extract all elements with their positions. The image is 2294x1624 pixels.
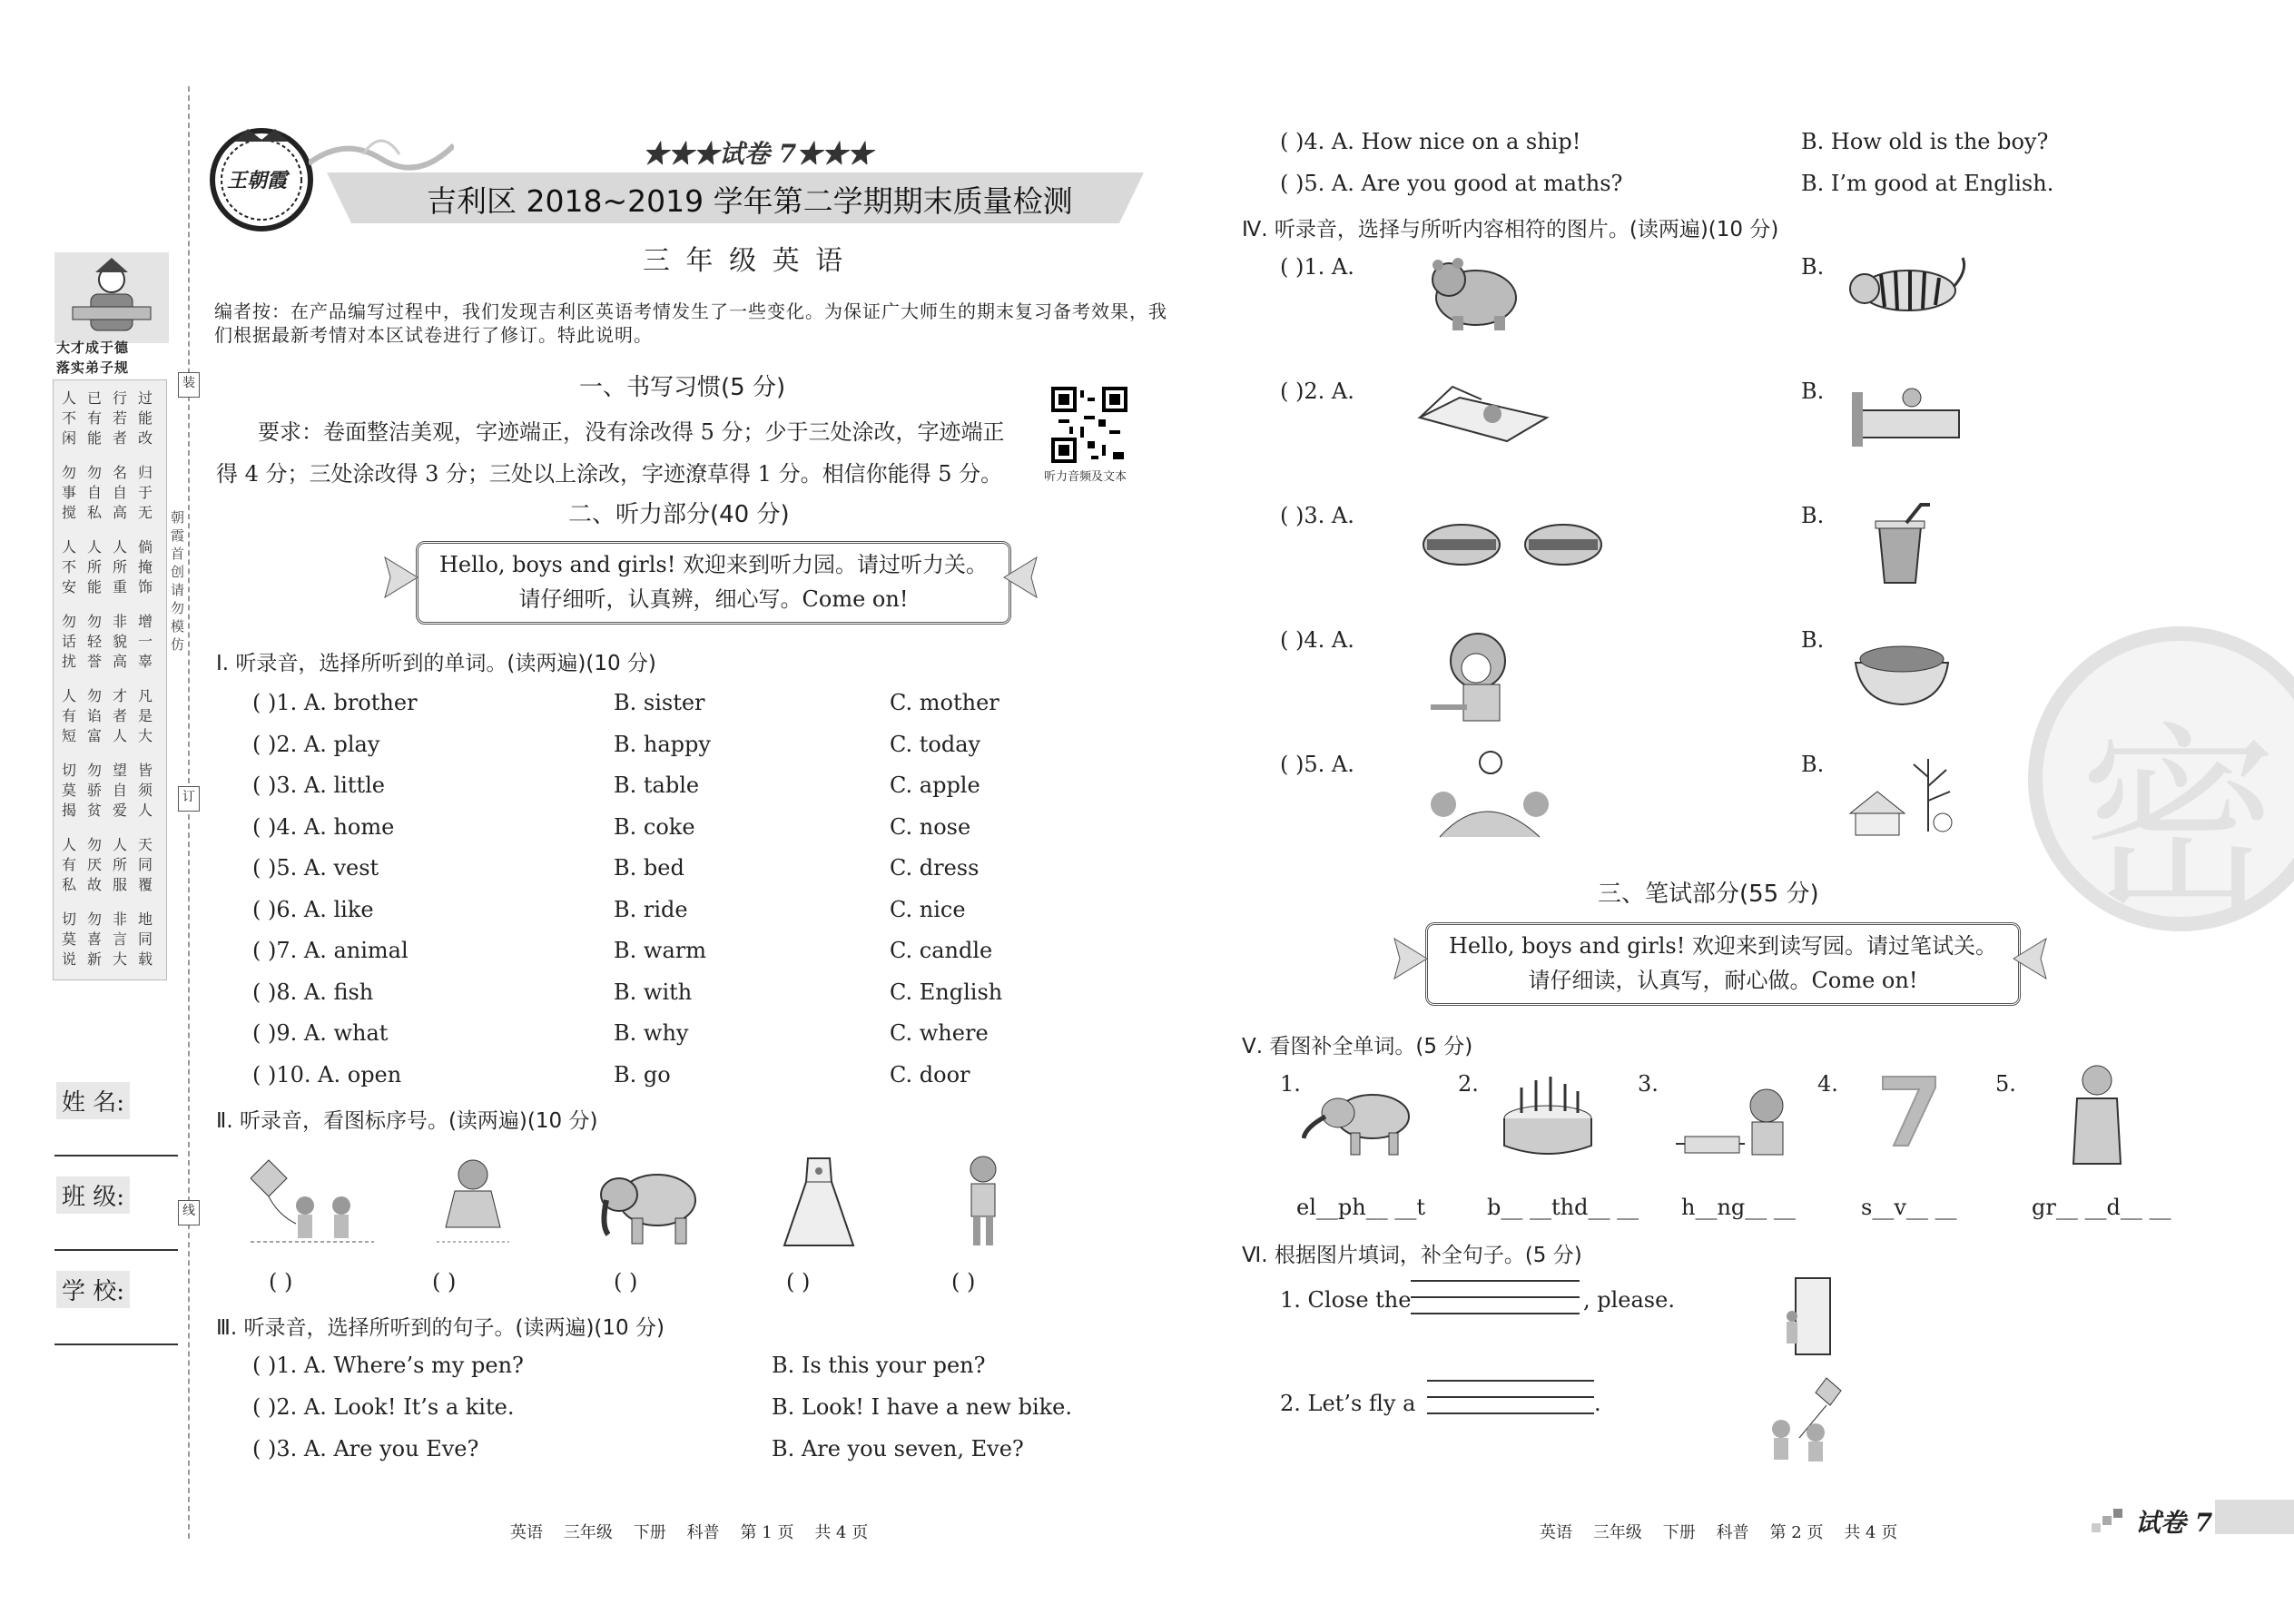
class-label: 班 级:: [56, 1176, 130, 1214]
picture-dress: [783, 1155, 855, 1251]
bow-left-icon-2: [1391, 931, 1431, 986]
binding-line: [188, 86, 190, 1539]
watermark-text: 密: [2079, 705, 2279, 938]
motto-column: 望自爱: [112, 762, 127, 819]
part1-item-9-a: ( )9. A. what: [252, 1020, 389, 1046]
picture-girl-waving: [951, 1151, 1015, 1251]
section1-title: 一、书写习惯(5 分): [579, 374, 786, 401]
part1-item-5-c: C. dress: [890, 855, 980, 881]
part4-title: Ⅳ. 听录音，选择与所听内容相符的图片。(读两遍)(10 分): [1242, 218, 1779, 241]
motto-column: 过能改: [137, 389, 153, 447]
picture-kite-flying: [1763, 1374, 1859, 1465]
motto-column: 行若者: [112, 389, 127, 447]
bow-right-icon-2: [2010, 931, 2050, 986]
part6-s2-pre: 2. Let’s fly a: [1280, 1391, 1416, 1416]
motto-bottom: 落实弟子规: [56, 359, 130, 376]
part1-item-3-c: C. apple: [890, 773, 980, 798]
part1-item-5-b: B. bed: [614, 855, 684, 881]
name-label: 姓 名:: [56, 1082, 130, 1119]
part1-item-6-a: ( )6. A. like: [252, 896, 374, 922]
subject-title: 三 年 级 英 语: [643, 245, 847, 277]
binding-mark-1: 装: [178, 372, 200, 398]
part4-item-3-b: B.: [1801, 503, 1825, 528]
motto-column: 归于无: [137, 464, 153, 521]
motto-column: 切莫揭: [61, 762, 76, 819]
picture-noodle-bowl: [1852, 639, 1952, 708]
motto-column: 非言大: [112, 910, 127, 968]
part5-title: Ⅴ. 看图补全单词。(5 分): [1242, 1035, 1473, 1058]
part1-title: Ⅰ. 听录音，选择所听到的单词。(读两遍)(10 分): [216, 652, 656, 675]
bow-right-icon: [1000, 550, 1040, 605]
picture-elephant-small: [1302, 1082, 1420, 1160]
vertical-copyright: 朝霞首创 请勿模仿: [171, 509, 185, 653]
badge-decoration: [2092, 1507, 2128, 1534]
part4-item-2-a: ( )2. A.: [1280, 379, 1354, 404]
school-label: 学 校:: [56, 1271, 130, 1308]
picture-number-seven: [1877, 1071, 1941, 1149]
part1-item-3-b: B. table: [614, 773, 700, 798]
section1-text2: 得 4 分；三处涂改得 3 分；三处以上涂改，字迹潦草得 1 分。相信你能得 5 分。: [216, 461, 1003, 487]
part1-item-3-a: ( )3. A. little: [252, 773, 385, 798]
part3-item-4-b: B. How old is the boy?: [1801, 129, 2049, 154]
logo: [207, 125, 316, 234]
part6-s2-line-1[interactable]: [1427, 1380, 1594, 1382]
part6-s2-line-3[interactable]: [1427, 1412, 1594, 1414]
part6-s1-line-1[interactable]: [1411, 1280, 1580, 1282]
part3-item-2-b: B. Look! I have a new bike.: [772, 1394, 1072, 1420]
paper-series: ★★★试卷 7★★★: [643, 139, 873, 169]
part2-blank-5[interactable]: ( ): [951, 1269, 976, 1294]
part1-item-7-b: B. warm: [614, 938, 706, 963]
motto-column: 人有私: [61, 836, 76, 893]
motto-column: 非貌高: [112, 613, 127, 670]
writing-banner: [1425, 922, 2021, 1006]
part5-word-2[interactable]: b__ __thd__ __: [1487, 1195, 1639, 1220]
part5-num-2: 2.: [1458, 1071, 1479, 1097]
motto-column: 凡是大: [137, 687, 153, 744]
part5-word-1[interactable]: el__ph__ __t: [1296, 1195, 1425, 1220]
school-field[interactable]: [54, 1343, 178, 1345]
part4-item-5-b: B.: [1801, 752, 1825, 777]
editor-note: 编者按：在产品编写过程中，我们发现吉利区英语考情发生了一些变化。为保证广大师生的期末复习备考效果，我们根据最新考情对本区试卷进行了修订。特此说明。: [214, 300, 1167, 346]
part4-item-4-b: B.: [1801, 627, 1825, 653]
motto-column: 人所重: [112, 538, 127, 595]
part1-item-1-b: B. sister: [614, 690, 705, 715]
watermark-seal: [2026, 625, 2294, 938]
motto-column: 地同载: [137, 910, 153, 968]
bow-left-icon: [381, 550, 421, 605]
part2-blank-2[interactable]: ( ): [432, 1269, 457, 1294]
part4-item-5-a: ( )5. A.: [1280, 752, 1354, 777]
part1-item-10-a: ( )10. A. open: [252, 1061, 402, 1088]
motto-top: 大才成于德: [56, 340, 130, 356]
part6-s2-post: .: [1594, 1391, 1601, 1416]
part1-item-9-c: C. where: [890, 1020, 989, 1046]
part3-item-4-a: ( )4. A. How nice on a ship!: [1280, 129, 1581, 154]
picture-snow-house: [1841, 750, 1964, 841]
picture-drink-cup: [1866, 503, 1935, 585]
motto-column: 才者人: [112, 687, 127, 744]
motto-column: 勿厌故: [86, 836, 102, 893]
picture-grandmother: [2066, 1062, 2128, 1169]
part1-item-4-c: C. nose: [890, 813, 971, 840]
part1-item-2-c: C. today: [890, 731, 981, 757]
part1-item-2-b: B. happy: [614, 731, 711, 757]
motto-column: 人所服: [112, 836, 127, 893]
part6-s1-post: , please.: [1583, 1287, 1675, 1313]
part1-item-6-b: B. ride: [614, 896, 688, 922]
motto-column: 人有短: [61, 687, 76, 744]
exam-title: 吉利区 2018~2019 学年第二学期期末质量检测: [427, 183, 1073, 219]
motto-column: 天同覆: [137, 836, 153, 893]
part6-s2-line-2[interactable]: [1427, 1396, 1594, 1398]
part1-item-8-c: C. English: [890, 979, 1003, 1005]
motto-column: 勿喜新: [86, 910, 102, 968]
motto-column: 名自高: [112, 464, 127, 521]
section3-title: 三、笔试部分(55 分): [1598, 881, 1819, 908]
part1-item-6-c: C. nice: [890, 896, 966, 922]
part3-item-2-a: ( )2. A. Look! It’s a kite.: [252, 1394, 515, 1420]
logo-text: 王朝霞: [227, 169, 288, 192]
picture-door: [1783, 1275, 1834, 1356]
part3-item-3-a: ( )3. A. Are you Eve?: [252, 1436, 479, 1462]
part4-item-2-b: B.: [1801, 379, 1825, 404]
motto-column: 人所能: [86, 538, 102, 595]
class-field[interactable]: [54, 1249, 178, 1251]
picture-tiger: [1845, 252, 1968, 321]
listening-banner-line2: 请仔细听，认真辨，细心写。Come on!: [518, 586, 909, 612]
picture-park-path: [1431, 750, 1549, 841]
part4-item-1-a: ( )1. A.: [1280, 254, 1354, 280]
part1-item-2-a: ( )2. A. play: [252, 731, 380, 757]
motto-column: 人不安: [61, 538, 76, 595]
motto-column: 皆须人: [137, 762, 153, 819]
picture-elephant: [596, 1162, 704, 1249]
qr-caption: 听力音频及文本: [1044, 470, 1127, 484]
footer-page2: 英语 三年级 下册 科普 第 2 页 共 4 页: [1540, 1523, 1898, 1542]
part1-item-1-c: C. mother: [890, 690, 999, 715]
part1-item-7-a: ( )7. A. animal: [252, 938, 409, 963]
motto-column: 切莫说: [61, 910, 76, 968]
section1-text1: 要求：卷面整洁美观，字迹端正，没有涂改得 5 分；少于三处涂改，字迹端正: [258, 419, 1005, 445]
part4-item-3-a: ( )3. A.: [1280, 503, 1354, 528]
writing-banner-line1: Hello, boys and girls! 欢迎来到读写园。请过笔试关。: [1448, 933, 1998, 959]
picture-girl-eating: [1427, 628, 1525, 726]
part4-item-4-a: ( )4. A.: [1280, 627, 1354, 653]
picture-birthday-cake: [1498, 1068, 1598, 1162]
part1-item-8-a: ( )8. A. fish: [252, 979, 374, 1005]
part6-title: Ⅵ. 根据图片填词，补全句子。(5 分): [1242, 1244, 1582, 1267]
part5-num-1: 1.: [1280, 1071, 1301, 1097]
motto-column: 勿自私: [86, 464, 102, 521]
badge-bar: [2215, 1500, 2294, 1534]
listening-banner: [416, 541, 1011, 625]
picture-hanging-clothes: [1672, 1078, 1803, 1166]
part6-s1-pre: 1. Close the: [1280, 1287, 1412, 1313]
part6-s1-line-3[interactable]: [1411, 1313, 1580, 1314]
picture-hotdogs: [1420, 517, 1609, 572]
motto-column: 勿话扰: [61, 613, 76, 670]
picture-kite-kids: [251, 1151, 374, 1251]
part1-item-1-a: ( )1. A. brother: [252, 690, 418, 715]
part4-item-1-b: B.: [1801, 254, 1825, 280]
binding-mark-2: 订: [178, 786, 200, 812]
part5-num-5: 5.: [1995, 1071, 2016, 1097]
part1-item-9-b: B. why: [614, 1020, 689, 1046]
part1-item-8-b: B. with: [614, 979, 693, 1005]
motto-column: 倘掩饰: [137, 538, 153, 595]
picture-box-child: [1416, 381, 1551, 448]
motto-column: 增一辜: [137, 613, 153, 670]
part5-num-3: 3.: [1638, 1071, 1659, 1097]
part3-item-1-b: B. Is this your pen?: [772, 1353, 986, 1378]
picture-girl-crying: [432, 1155, 514, 1251]
part2-blank-4[interactable]: ( ): [786, 1269, 811, 1294]
part1-item-4-a: ( )4. A. home: [252, 813, 395, 840]
part1-item-4-b: B. coke: [614, 813, 695, 840]
listening-banner-line1: Hello, boys and girls! 欢迎来到听力园。请过听力关。: [438, 552, 989, 577]
part5-num-4: 4.: [1817, 1071, 1838, 1097]
motto-column: 已有能: [86, 389, 102, 447]
part5-word-5[interactable]: gr__ __d__ __: [2032, 1195, 2171, 1220]
part1-item-10-c: C. door: [890, 1061, 970, 1088]
part2-blank-3[interactable]: ( ): [614, 1269, 638, 1294]
picture-bed: [1848, 383, 1968, 452]
footer-page1: 英语 三年级 下册 科普 第 1 页 共 4 页: [510, 1523, 869, 1542]
motto-column: 勿事搅: [61, 464, 76, 521]
part5-word-3[interactable]: h__ng__ __: [1681, 1195, 1796, 1220]
part3-item-5-a: ( )5. A. Are you good at maths?: [1280, 171, 1623, 196]
motto-column: 勿轻誉: [86, 613, 102, 670]
motto-column: 勿骄贫: [86, 762, 102, 819]
picture-bear: [1425, 252, 1520, 332]
part1-item-7-c: C. candle: [890, 938, 993, 963]
section2-title: 二、听力部分(40 分): [568, 501, 790, 528]
part1-item-10-b: B. go: [614, 1061, 671, 1088]
name-field[interactable]: [54, 1155, 178, 1156]
writing-banner-line2: 请仔细读，认真写，耐心做。Come on!: [1528, 968, 1918, 993]
part3-title: Ⅲ. 听录音，选择所听到的句子。(读两遍)(10 分): [216, 1316, 665, 1340]
footer-badge: 试卷 7: [2135, 1508, 2213, 1538]
qr-code[interactable]: [1051, 387, 1127, 463]
motto-column: 人不闲: [61, 389, 76, 447]
part2-title: Ⅱ. 听录音，看图标序号。(读两遍)(10 分): [216, 1109, 598, 1133]
part2-blank-1[interactable]: ( ): [269, 1269, 293, 1294]
binding-mark-3: 线: [178, 1200, 200, 1225]
part3-item-3-b: B. Are you seven, Eve?: [772, 1436, 1024, 1462]
part1-item-5-a: ( )5. A. vest: [252, 855, 379, 881]
part3-item-5-b: B. I’m good at English.: [1801, 171, 2054, 196]
part6-s1-line-2[interactable]: [1411, 1296, 1580, 1298]
part5-word-4[interactable]: s__v__ __: [1861, 1195, 1957, 1220]
mascot-figure: [54, 252, 169, 343]
motto-column: 勿谄富: [86, 687, 102, 744]
part3-item-1-a: ( )1. A. Where’s my pen?: [252, 1353, 524, 1378]
